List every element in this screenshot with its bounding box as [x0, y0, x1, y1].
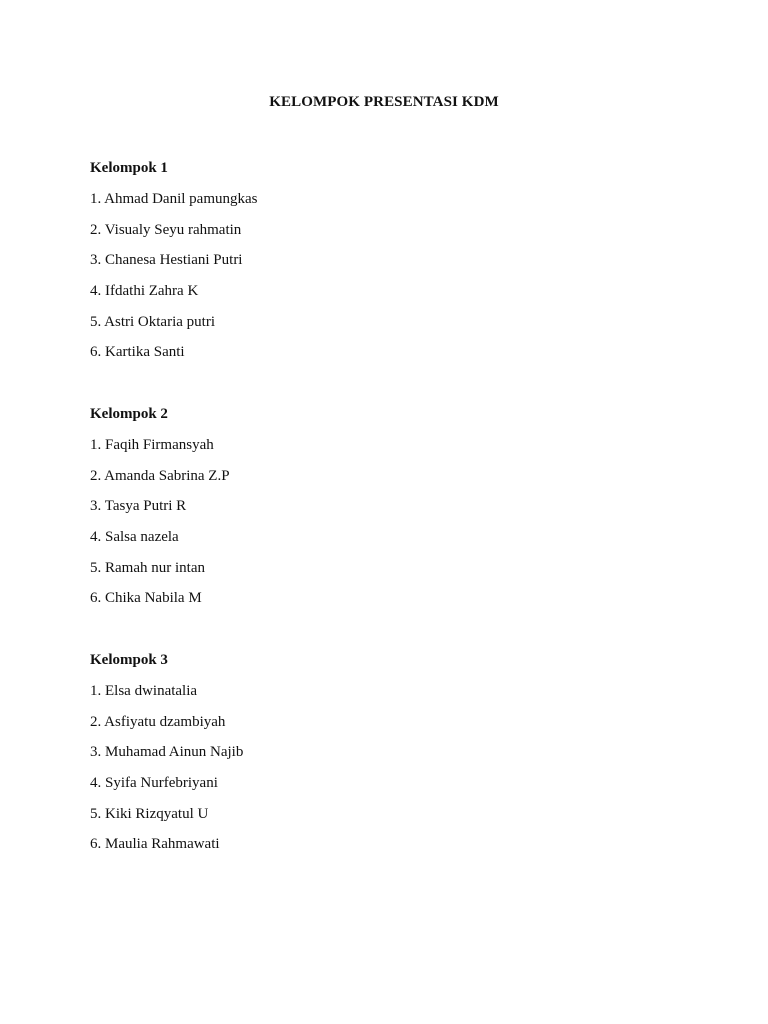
member-item: 5. Ramah nur intan — [90, 559, 205, 576]
group-section-3 — [90, 650, 690, 865]
group-section-2 — [90, 404, 690, 619]
member-list — [90, 435, 690, 619]
group-heading: Kelompok 1 — [90, 160, 168, 176]
member-item: 2. Amanda Sabrina Z.P — [90, 467, 230, 484]
member-item: 1. Ahmad Danil pamungkas — [90, 191, 258, 207]
member-list — [90, 681, 690, 865]
member-item: 1. Elsa dwinatalia — [90, 683, 198, 699]
group-heading: Kelompok 3 — [90, 652, 168, 668]
member-item: 3. Muhamad Ainun Najib — [90, 744, 244, 761]
member-item: 2. Asfiyatu dzambiyah — [90, 713, 226, 730]
member-item: 4. Ifdathi Zahra K — [90, 283, 199, 300]
member-list — [90, 189, 690, 373]
member-item: 3. Chanesa Hestiani Putri — [90, 252, 243, 269]
member-item: 5. Kiki Rizqyatul U — [90, 805, 209, 822]
member-item: 1. Faqih Firmansyah — [90, 437, 214, 453]
member-item: 5. Astri Oktaria putri — [90, 313, 215, 330]
member-item: 6. Chika Nabila M — [90, 590, 202, 607]
member-item: 3. Tasya Putri R — [90, 498, 187, 515]
member-item: 2. Visualy Seyu rahmatin — [90, 221, 242, 238]
document-title: KELOMPOK PRESENTASI KDM — [269, 94, 499, 110]
group-section-1 — [90, 158, 690, 373]
member-item: 6. Kartika Santi — [90, 344, 185, 361]
member-item: 4. Salsa nazela — [90, 529, 179, 546]
member-item: 6. Maulia Rahmawati — [90, 836, 220, 853]
member-item: 4. Syifa Nurfebriyani — [90, 775, 218, 792]
group-heading: Kelompok 2 — [90, 406, 168, 422]
